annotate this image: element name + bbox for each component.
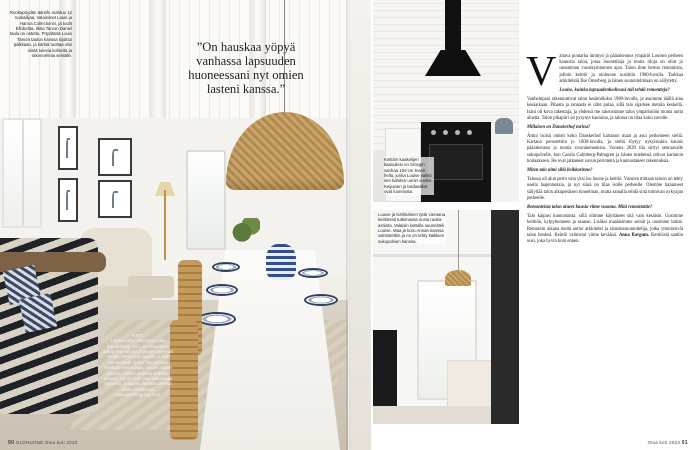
- plate: [304, 294, 338, 306]
- window: [2, 118, 42, 228]
- side-table: [447, 360, 493, 410]
- bird-print-frame: [98, 180, 132, 218]
- kettle: [495, 118, 513, 134]
- bird-print-frame: [58, 178, 78, 222]
- interview-answer: Vanhempani rakennuttivat talon kesämökiksi 1980-luvulla, ja asuimme täällä aina kesäaikaan. Pihasta ja rannasta ei ollut pulaa, sillä talo sijaitsee metsän keskellä. Isäni oli kova rakentaja, ja yhdessä me rakensimme talon ympäristöön monta uutta aluetta. Talon pihapiiri on pysynyt kauniina, ja talossa on tilaa koko suvulle.: [527, 97, 683, 121]
- bird-print-frame: [58, 126, 78, 170]
- drop-cap: V: [526, 49, 557, 95]
- ceiling-beam: [150, 0, 166, 120]
- kitchen-counter: [491, 130, 519, 202]
- interview-answer: Äitini isoisä omisti koko Danskerhof kartanon maat ja asui perheineen siellä. Kartano perustettiin jo 1800-luvulla, ja sieltä löytyy nykyisinkin kaunis päärakennus ja monia sivurakennuksia. Vuonna 2020 tila siirtyi seuraavalle sukupolvelle, kun Carola Galmberg-Palmgren ja hänen miehensä ottivat kartanon hoitaakseen. He ovat jatkaneet suvun perinteitä ja kunnostaneet rakennuksia.: [527, 134, 683, 164]
- interview-answer: Talossa oli alun perin vain yksi iso huone ja keittiö. Vuosien mittaan taloon on tehty useita laajennuksia, ja nyt siinä on tilaa isolle perheelle. Olemme halunneet säilyttää talon alkuperäisen tunnelman, mutta samalla tehdä siitä toimivan nykyajan perheelle.: [527, 177, 683, 201]
- pendant-cord: [458, 210, 459, 270]
- interview-question: Miten talo nimi sillä lieikkarinne?: [527, 168, 593, 173]
- plate: [206, 284, 238, 296]
- folio-right: [648, 440, 688, 446]
- plate: [212, 262, 240, 272]
- photo-caption: Louise ja Kärkkäinen tytär vieraana keittiössä tutkimassa uusia ruoka-astioita. Valaisin kattolla suunnitteli Louise. Maa ja koru Annan kanssa valmistettiin ja ne on tehty kaikkien sukupolvien kanssa.: [378, 212, 446, 244]
- throw-pillow: [19, 293, 57, 333]
- interview-question: Remonteista talon alueet kuusia viime vuonna. Mitä remontoitte?: [527, 204, 653, 210]
- page-spine-shadow: [346, 0, 351, 450]
- article-body: [526, 49, 683, 248]
- page-number: 90: [8, 440, 15, 446]
- dark-cabinet: [491, 210, 519, 424]
- caption-heading: KATI: [132, 333, 144, 338]
- interview-question: Millaisen on Danskerhof turina?: [527, 124, 591, 130]
- rattan-chair: [170, 320, 198, 440]
- caption-text: 1980-luvulla rakennettu Lake Dannkirkeriin talo, on useamman sukupolven alusta. Kattojen asennus tehtiin 1980-luvun lopulla ja osa perinteisistä ovista. Nyt talossa mietitään uusia tiloja, muiden lasten kanssa. Lisäksi asuntoa pidetään tarkasti, jolloin tuolit ovat jatkuvassa käytössä, ja lapset viettävät talossa aikaa. Lisätietoja: www.danskogroup.com: [103, 338, 173, 397]
- photo-caption: Ruokapöydän äärelle mahtuu 12 ruokailijaa. Valaisimet Louis ja Hanna Collectionin, ja tuolit Ellobeltta. Ilkka Tarvon Daniel taulu on ostettu. Pöydässä Louis Tarvon taulun kanssa sijoittui palkkaan, ja kärkiä tuottaa viisi niistä tulevia kohteita ja rakennelmia seinälle.: [9, 10, 72, 58]
- intro-paragraph: Valtava puutarha ümmyn ja päärakennus ympäröi Louisen perheen kaunista taloa, jossa huonetiloja ja muita tiloja on ollut jo useamman vuosikymmenen ajan. Talon ilme kertoo remontista, jolloin keittiö ja olohuone uusittiin 1980-luvulla. Tarkkaa arkkitehtiä Ilse Österberg ja hänen suunnitelmiaan on säilytetty.: [526, 49, 683, 95]
- plate: [298, 268, 328, 278]
- bird-print-frame: [98, 138, 132, 176]
- photo-caption: Keittiön kaakelijen kaasuliesi on Smegin vanhaa 100 cm leveä hella, jonka Louise valitsi sen kahden uunin vuoksi. Keijuinen ja lasilaatikot ovat luonnosta.: [384, 157, 433, 195]
- folio-left: [8, 440, 77, 446]
- folio-issue: Oma koti 2023: [647, 440, 681, 445]
- photo-caption-overlay: [102, 333, 174, 397]
- dining-table: [200, 250, 340, 450]
- glass-door: [186, 150, 226, 250]
- plate: [198, 312, 236, 326]
- signature-name: Anna Bargum.: [618, 232, 650, 238]
- ottoman: [128, 276, 174, 298]
- photo-edge-strip: [349, 0, 371, 450]
- folio-section: OLOHUONE: [15, 440, 44, 445]
- oven-door: [429, 144, 483, 180]
- potted-plant: [230, 218, 260, 242]
- pull-quote: ”On hauskaa yöpyä vanhassa lapsuuden huoneessani nyt omien lasteni kanssa.”: [188, 40, 304, 97]
- interview-answer: Talo kaipasi kunnostusta, sillä olimme käyttäneet sitä vain kesäisin. Uusimme keittiön, kylpyhuoneen ja saunan. Lisäksi maalasimme seinät ja uusimme lattiat. Remontin aikana meitä auttoi arkkitehti ja sisustussuunnittelija, jotka ymmärsivät talon henkeä. Keittiö valmistui viime keväänä. Anna Bargum. Keittiöstä saatiin uusi, joka hyvin kuin ennen.: [527, 214, 683, 244]
- range-hood-chimney: [445, 0, 461, 50]
- rattan-pendant-lamp: [445, 270, 471, 286]
- page-number: 91: [681, 440, 688, 446]
- folio-issue: Oma koti 2023: [44, 440, 78, 445]
- person: [401, 306, 421, 382]
- blue-striped-vase: [266, 244, 296, 280]
- interview-question: Louise, kuinka lapsuudenkodissasi tuli tehdä remontteja?: [559, 87, 670, 93]
- floor-lamp-stand: [164, 190, 166, 260]
